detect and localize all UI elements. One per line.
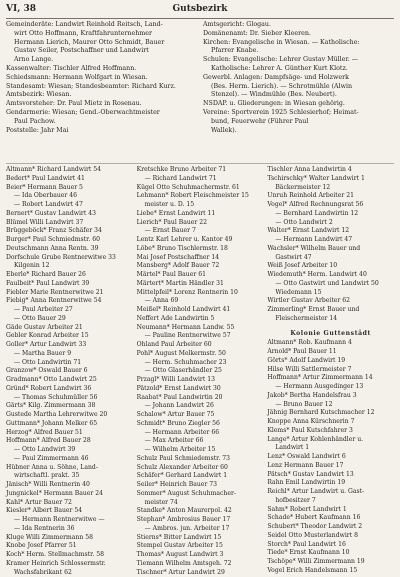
directory-entry: — Ambros. jun. Arbeiter 17 bbox=[137, 525, 264, 534]
directory-entry: Tiemann Wilhelm Amtsgeh. 72 bbox=[137, 560, 264, 569]
directory-entry: Sommer* August Schuhmacher- bbox=[137, 490, 264, 499]
directory-entry: Paul Pachow. bbox=[6, 118, 197, 127]
directory-entry: Standesamt: Wiesan; Standesbeamter: Richard Kurz. bbox=[6, 83, 197, 92]
directory-entry: Kassenwalter: Tischler Alfred Hoffmann. bbox=[6, 65, 197, 74]
directory-entry: Gustede Martha Lehrerwitwe 20 bbox=[6, 411, 133, 420]
residents-column-1 bbox=[6, 166, 133, 577]
directory-entry: Walter* Ernst Landwirt 12 bbox=[267, 227, 394, 236]
directory-entry: Gradmann* Otto Landwirt 25 bbox=[6, 376, 133, 385]
directory-entry: Amtsbezirk: Wiesan. bbox=[6, 91, 197, 100]
directory-entry: Bedert* Paul Landwirt 41 bbox=[6, 175, 133, 184]
directory-entry: Bernert* Gustav Landwirt 43 bbox=[6, 210, 133, 219]
directory-entry: Schäfer* Gerhard Landwirt 1 bbox=[137, 472, 264, 481]
directory-entry: Burger* Paul Schmiedmstr. 60 bbox=[6, 236, 133, 245]
directory-entry: Gemeinderäte: Landwirt Reinhold Reitsch, Land- bbox=[6, 21, 197, 30]
directory-entry: Lentz Karl Lehrer u. Kantor 49 bbox=[137, 236, 264, 245]
directory-entry: Mittelpfeil* Lorenz Rentnerin 10 bbox=[137, 289, 264, 298]
directory-entry: Schubert* Theodor Landwirt 2 bbox=[267, 523, 394, 532]
directory-entry: Herzog* Alfred Bauer 51 bbox=[6, 429, 133, 438]
directory-entry: Fiebler Marie Rentnerwitwe 21 bbox=[6, 289, 133, 298]
section-heading: Kolonie Guttenstädt bbox=[267, 329, 394, 340]
directory-entry: Gustav Seiler, Postschaffner und Landwirt bbox=[6, 47, 197, 56]
directory-entry: Standke* Anton Maurerpol. 42 bbox=[137, 507, 264, 516]
directory-entry: Fiebig* Anna Rentnerwitwe 54 bbox=[6, 297, 133, 306]
directory-entry: Faulbeit* Paul Landwirt 39 bbox=[6, 280, 133, 289]
directory-entry: Tischner* Artur Landwirt 29 bbox=[137, 569, 264, 577]
directory-entry: — Bernhard Landwirtin 12 bbox=[267, 210, 394, 219]
directory-entry: NSDAP. u. Gliederungen: in Wiesan gehörig. bbox=[203, 100, 394, 109]
page-header bbox=[6, 4, 394, 19]
directory-entry: hofbesitzer 7 bbox=[267, 497, 394, 506]
directory-entry: Landwirt 1 bbox=[267, 444, 394, 453]
directory-entry: Wiedemann 15 bbox=[267, 289, 394, 298]
directory-entry: Pfarrer Knabe. bbox=[203, 47, 394, 56]
directory-entry: Sahm* Robert Landwirt 1 bbox=[267, 506, 394, 515]
page-title: Gutsbezirk bbox=[0, 4, 400, 14]
directory-entry: Neumann* Hermann Landw. 55 bbox=[137, 324, 264, 333]
directory-entry: wirt Otto Hoffmann, Kraftfahrunternehmer bbox=[6, 30, 197, 39]
directory-entry: Mansberg* Adolf Bauer 72 bbox=[137, 262, 264, 271]
directory-entry: Wachsler* Wilhelm Bauer und bbox=[267, 245, 394, 254]
directory-entry: Märtel* Paul Bauer 61 bbox=[137, 271, 264, 280]
directory-entry: Amtsvorsteher: Dr. Paul Mietz in Rosenau. bbox=[6, 100, 197, 109]
directory-entry: — Martha Bauer 9 bbox=[6, 350, 133, 359]
directory-entry: Lierich* Paul Bauer 22 bbox=[137, 219, 264, 228]
info-section bbox=[6, 21, 394, 161]
directory-entry: — Hermann Landwirt 47 bbox=[267, 236, 394, 245]
directory-entry: meister 74 bbox=[137, 499, 264, 508]
directory-entry: Bäckermeister 12 bbox=[267, 184, 394, 193]
directory-entry: Jähnig Bernhard Kutschmacher 12 bbox=[267, 409, 394, 418]
page-number: VI, 38 bbox=[6, 4, 36, 14]
directory-entry: Reichl* Artur Landwirt u. Gast- bbox=[267, 488, 394, 497]
directory-entry: Poststelle: Jahr Mai bbox=[6, 127, 197, 136]
directory-entry: Gebler Konrad Arbeiter 15 bbox=[6, 332, 133, 341]
directory-entry: Schulz Paul Schmiedemstr. 73 bbox=[137, 455, 264, 464]
directory-entry: Wirtler Gustav Arbeiter 62 bbox=[267, 297, 394, 306]
directory-entry: — Otto Landwirt 39 bbox=[6, 446, 133, 455]
directory-entry: Schmidt* Bruno Ziegler 56 bbox=[137, 420, 264, 429]
directory-entry: Vereine: Sportverein 1925 Schlesierhof; Heimat- bbox=[203, 109, 394, 118]
directory-entry: Storch* Paul Landwirt 16 bbox=[267, 541, 394, 550]
info-column-left bbox=[6, 21, 197, 161]
directory-entry: — Ida Oberbauer 46 bbox=[6, 192, 133, 201]
directory-entry: meister u. D. 15 bbox=[137, 201, 264, 210]
directory-entry: Seiler* Heinrich Bauer 73 bbox=[137, 481, 264, 490]
directory-entry: Katholische: Lehrer A. Günther Kurt Klotz. bbox=[203, 65, 394, 74]
directory-entry: Domänenamt: Dr. Sieber Kleeren. bbox=[203, 30, 394, 39]
residents-column-2 bbox=[137, 166, 264, 577]
directory-entry: Hoffmann* Alfred Bauer 28 bbox=[6, 437, 133, 446]
directory-entry: — Paul Zimmermann 46 bbox=[6, 455, 133, 464]
directory-entry: Lenz* Oswald Landwirt 6 bbox=[267, 453, 394, 462]
directory-entry: Görts* Adolf Landwirt 19 bbox=[267, 357, 394, 366]
directory-entry: — Johann Landwirt 26 bbox=[137, 402, 264, 411]
directory-entry: — Hermann Rentnerwitwe — bbox=[6, 516, 133, 525]
directory-entry: — Thomas Schuhmüller 56 bbox=[6, 394, 133, 403]
directory-entry: Tschöpe* Willi Zimmermann 19 bbox=[267, 558, 394, 567]
directory-entry: — Otto Landwirtin 71 bbox=[6, 359, 133, 368]
directory-entry: Meißel* Reinhold Landwirt 41 bbox=[137, 306, 264, 315]
directory-entry: Neffert Ade Landwirtin 5 bbox=[137, 315, 264, 324]
directory-entry: Kirchen: Evangelische in Wiesan. — Katholische: bbox=[203, 39, 394, 48]
directory-entry: Stierns* Bitter Landwirt 15 bbox=[137, 534, 264, 543]
directory-entry: Unruh Reinhold Arbeiter 21 bbox=[267, 192, 394, 201]
directory-entry: Guttmann* Johann Melker 65 bbox=[6, 420, 133, 429]
directory-entry: Dorfschule Grube Rentnerwitwe 33 bbox=[6, 254, 133, 263]
directory-entry: Ohland Paul Arbeiter 60 bbox=[137, 341, 264, 350]
directory-entry: Löbe* Bruno Tischlermstr. 18 bbox=[137, 245, 264, 254]
directory-entry: — Richard Landwirt 71 bbox=[137, 175, 264, 184]
directory-entry: Eberle* Richard Bauer 26 bbox=[6, 271, 133, 280]
info-column-right bbox=[203, 21, 394, 161]
residents-section bbox=[6, 163, 394, 564]
directory-entry: Liebe* Ernst Landwirt 11 bbox=[137, 210, 264, 219]
directory-entry: Gewerbl. Anlagen: Dampfsäge- und Holzwerk bbox=[203, 74, 394, 83]
directory-entry: Stenzel). — Windmühle (Bes. Neubert). bbox=[203, 91, 394, 100]
directory-entry: Przagl* Willi Landwirt 13 bbox=[137, 376, 264, 385]
directory-entry: — Otto Bauer 29 bbox=[6, 315, 133, 324]
directory-entry: Kluge Willi Zimmermann 58 bbox=[6, 534, 133, 543]
directory-entry: Arnold* Paul Bauer 11 bbox=[267, 348, 394, 357]
directory-entry: Lehmann* Robert Fleischmeister 15 bbox=[137, 192, 264, 201]
directory-entry: Granzow* Oswald Bauer 6 bbox=[6, 367, 133, 376]
directory-entry: Seidel Otto Musterlandwirt 8 bbox=[267, 532, 394, 541]
directory-entry: — Paul Arbeiter 27 bbox=[6, 306, 133, 315]
directory-entry: bund, Feuerwehr (Führer Paul bbox=[203, 118, 394, 127]
directory-entry: — Robert Landwirt 47 bbox=[6, 201, 133, 210]
directory-entry: Pohl* August Melkermstr. 50 bbox=[137, 350, 264, 359]
directory-entry: Kiesler* Albert Bauer 54 bbox=[6, 507, 133, 516]
directory-entry: Kilgenin 12 bbox=[6, 262, 133, 271]
directory-entry: — Otto Glaserhändler 25 bbox=[137, 367, 264, 376]
directory-entry: Goller* Artur Landwirt 33 bbox=[6, 341, 133, 350]
directory-entry: Pätsch* Gustav Landwirt 13 bbox=[267, 471, 394, 480]
directory-entry: Gäde Gustav Arbeiter 21 bbox=[6, 324, 133, 333]
directory-entry: Wachsfabrikant 62 bbox=[6, 569, 133, 577]
directory-entry: Lenz Hermann Bauer 17 bbox=[267, 462, 394, 471]
directory-entry: Amtsgericht: Glogau. bbox=[203, 21, 394, 30]
directory-entry: Jakob* Bertha Handelsfrau 3 bbox=[267, 392, 394, 401]
directory-entry: Schulz Alexander Arbeiter 60 bbox=[137, 464, 264, 473]
directory-entry: Kahl* Artur Bauer 72 bbox=[6, 499, 133, 508]
directory-entry: Brüggeböck* Franz Schäfer 34 bbox=[6, 227, 133, 236]
directory-entry: Hilse Willi Sattlermeister 7 bbox=[267, 366, 394, 375]
directory-entry: Schade* Hubert Kaufmann 16 bbox=[267, 514, 394, 523]
directory-entry: Altmann* Richard Landwirt 54 bbox=[6, 166, 133, 175]
directory-entry: Knobe Josef Pfarrer 51 bbox=[6, 542, 133, 551]
directory-entry: Hübner Anna u. Söhne, Land- bbox=[6, 464, 133, 473]
directory-entry: Hermann Lierich, Maurer Otto Schmidt, Bauer bbox=[6, 39, 197, 48]
directory-entry: Arno Lange. bbox=[6, 56, 197, 65]
directory-entry: Jänisch* Willi Rentnerin 40 bbox=[6, 481, 133, 490]
directory-entry: Kretschke Bruno Arbeiter 71 bbox=[137, 166, 264, 175]
directory-entry: Gendarmerie: Wiesan; Gend.-Oberwachtmeister bbox=[6, 109, 197, 118]
directory-entry: Wiedemuth* Herm. Landwirt 40 bbox=[267, 271, 394, 280]
directory-entry: Raabat* Paul Landwirtin 20 bbox=[137, 394, 264, 403]
directory-entry: Wallek). bbox=[203, 127, 394, 136]
directory-entry: Blümel Willi Landwirt 37 bbox=[6, 219, 133, 228]
directory-entry: Stephan* Ambrosius Bauer 17 bbox=[137, 516, 264, 525]
directory-entry: — Bruno Bauer 12 bbox=[267, 401, 394, 410]
directory-entry: Märtert* Martin Händler 31 bbox=[137, 280, 264, 289]
directory-entry: Gastwirt 47 bbox=[267, 254, 394, 263]
directory-entry: Kramer Heinrich Schlossermstr. bbox=[6, 560, 133, 569]
directory-entry: Klems* Paul Kutschfahrer 3 bbox=[267, 427, 394, 436]
directory-entry: Tischler Anna Landwirtin 4 bbox=[267, 166, 394, 175]
directory-entry: Weiß Josef Arbeiter 10 bbox=[267, 262, 394, 271]
directory-entry: Schalow* Artur Bauer 75 bbox=[137, 411, 264, 420]
directory-entry: Tiede* Ernst Kaufmann 10 bbox=[267, 549, 394, 558]
directory-entry: Pätzold* Ernst Landwirt 30 bbox=[137, 385, 264, 394]
directory-entry: — Ernst Bauer 7 bbox=[137, 227, 264, 236]
directory-entry: — Anna 69 bbox=[137, 297, 264, 306]
directory-entry: Vogel* Alfred Rechnungsrat 56 bbox=[267, 201, 394, 210]
directory-entry: Mai Josef Postschaffner 14 bbox=[137, 254, 264, 263]
directory-entry: Lange* Artur Kohlenhändler u. bbox=[267, 436, 394, 445]
directory-entry: wirtschaftl. prakt. 35 bbox=[6, 472, 133, 481]
directory-entry: — Otto Gastwirt und Landwirt 50 bbox=[267, 280, 394, 289]
directory-entry: Knoppe Anna Kürschnerin 7 bbox=[267, 418, 394, 427]
directory-entry: Deutschmann Anna Rentn. 39 bbox=[6, 245, 133, 254]
directory-entry: Beier* Hermann Bauer 5 bbox=[6, 184, 133, 193]
directory-entry: — Max Arbeiter 66 bbox=[137, 437, 264, 446]
directory-entry: Schulen: Evangelische: Lehrer Gustav Müller. — bbox=[203, 56, 394, 65]
directory-entry: Gründ* Robert Landwirt 36 bbox=[6, 385, 133, 394]
directory-entry: Fleischermeister 14 bbox=[267, 315, 394, 324]
directory-entry: (Bes. Herm. Lierich). — Schrotmühle (Alwin bbox=[203, 83, 394, 92]
residents-column-3 bbox=[267, 166, 394, 577]
directory-entry: — Hermann Arbeiter 66 bbox=[137, 429, 264, 438]
directory-entry: Schiedsmann: Hermann Wolfgart in Wiesan. bbox=[6, 74, 197, 83]
directory-entry: Altmann* Rob. Kaufmann 4 bbox=[267, 339, 394, 348]
directory-entry: Hoffmann* Artur Zimmermann 14 bbox=[267, 374, 394, 383]
directory-entry: Koch* Herm. Stellmachmstr. 58 bbox=[6, 551, 133, 560]
directory-entry: — Pauline Rentnerwitwe 57 bbox=[137, 332, 264, 341]
directory-entry: — Wilhelm Arbeiter 15 bbox=[137, 446, 264, 455]
directory-entry: Jungnickel* Hermann Bauer 24 bbox=[6, 490, 133, 499]
directory-entry: Stempel Gustav Arbeiter 15 bbox=[137, 542, 264, 551]
directory-entry: Gärts* Kilg. Zimmermann 38 bbox=[6, 402, 133, 411]
directory-entry: — Hermann Ausgedinger 13 bbox=[267, 383, 394, 392]
directory-entry: Rahn Emil Landwirtin 19 bbox=[267, 479, 394, 488]
directory-entry: — Ida Rentnerin 36 bbox=[6, 525, 133, 534]
directory-entry: Zimmerling* Ernst Bauer und bbox=[267, 306, 394, 315]
directory-entry: — Otto Landwirt 2 bbox=[267, 219, 394, 228]
directory-entry: — Herm. Schuhmacher 23 bbox=[137, 359, 264, 368]
directory-entry: Vogel Erich Handelsmann 15 bbox=[267, 567, 394, 576]
directory-entry: Thomas* August Landwirt 3 bbox=[137, 551, 264, 560]
directory-entry: Tschirschky* Walter Landwirt 1 bbox=[267, 175, 394, 184]
directory-entry: Kügel Otto Schuhmachermstr. 61 bbox=[137, 184, 264, 193]
